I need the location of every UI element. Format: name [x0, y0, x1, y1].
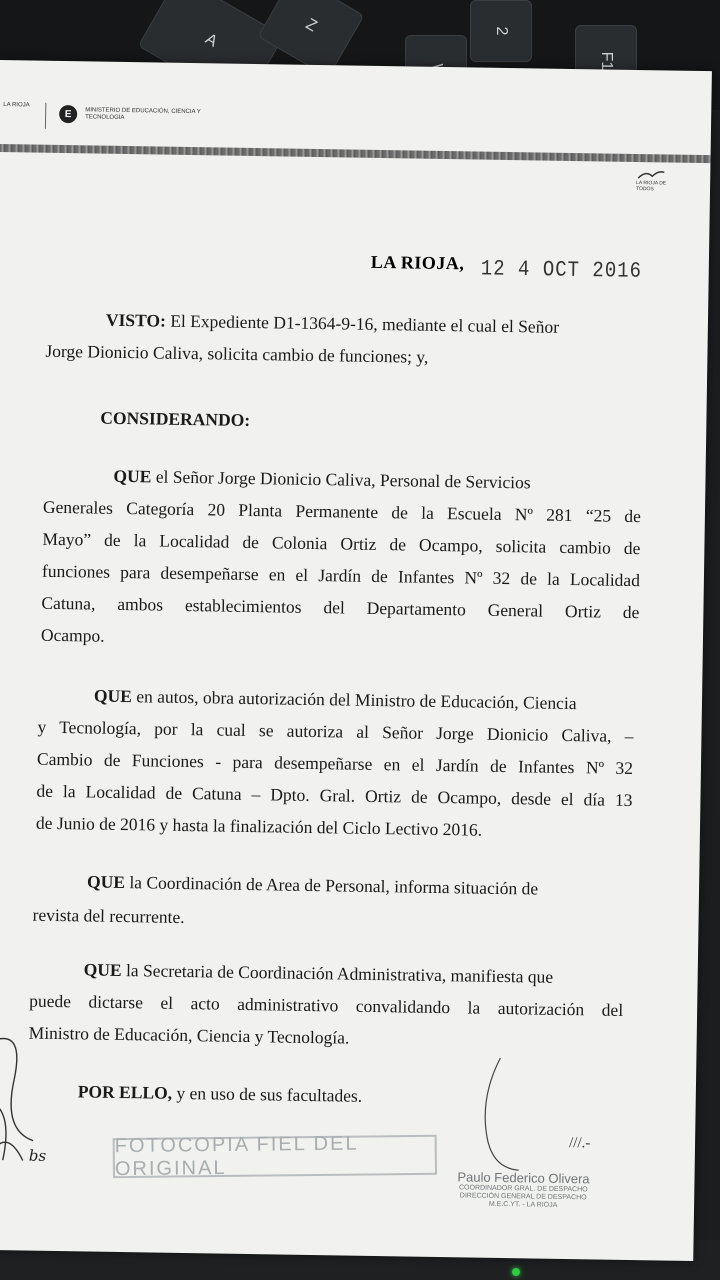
paragraph-3-line-2: revista del recurrente.	[32, 904, 185, 928]
paragraph-2-line-1	[94, 686, 634, 715]
paragraph-text: en autos, obra autorización del Ministro de Educación, Ciencia	[136, 686, 577, 714]
paragraph-1-line-4: funciones para desempeñarse en el Jardín de Infantes Nº 32 de la Localidad	[41, 560, 641, 591]
visto-line-2: Jorge Dionicio Caliva, solicita cambio de funciones; y,	[45, 340, 429, 367]
closing-lead: POR ELLO,	[77, 1081, 173, 1103]
signature-title-line: DIRECCIÓN GENERAL DE DESPACHO	[459, 1192, 587, 1202]
visto-line-1	[106, 310, 656, 340]
ministry-name: MINISTERIO DE EDUCACIÓN, CIENCIA Y TECNOLOGÍA	[85, 107, 201, 121]
continuation-mark: ///.-	[568, 1135, 591, 1152]
signature-title-line: M.E.C.YT. - LA RIOJA	[488, 1200, 558, 1209]
status-led	[512, 1268, 520, 1276]
date-stamp: 12 4 OCT 2016	[480, 255, 643, 284]
margin-signature-scribble	[0, 1020, 45, 1181]
signature-title-line: COORDINADOR GRAL. DE DESPACHO	[458, 1184, 588, 1194]
paragraph-2-line-4: de la Localidad de Catuna – Dpto. Gral. Ortiz de Ocampo, desde el día 13	[36, 780, 633, 811]
paragraph-text: la Secretaria de Coordinación Administrativa, manifiesta que	[125, 960, 554, 987]
bird-icon	[636, 168, 666, 180]
paragraph-2-line-3: Cambio de Funciones - para desempeñarse en el Jardín de Infantes Nº 32	[36, 748, 634, 779]
corner-logo	[636, 168, 672, 193]
visto-heading: VISTO:	[105, 309, 167, 331]
ministry-logo-icon: E	[59, 105, 77, 123]
paragraph-lead: QUE	[86, 871, 126, 893]
letterhead-divider	[45, 103, 46, 129]
paragraph-text: la Coordinación de Area de Personal, informa situación de	[129, 872, 539, 899]
signature-stamp	[438, 1169, 609, 1211]
considerando-heading: CONSIDERANDO:	[100, 407, 251, 430]
paragraph-lead: QUE	[83, 959, 122, 981]
corner-logo-label: LA RIOJA DE TODOS	[636, 180, 667, 193]
paragraph-lead: QUE	[93, 685, 133, 707]
letterhead	[0, 100, 711, 151]
paragraph-1-line-1	[113, 466, 641, 495]
paragraph-1-line-2: Generales Categoría 20 Planta Permanente de la Escuela Nº 281 “25 de	[42, 496, 642, 527]
closing-text: y en uso de sus facultades.	[176, 1082, 363, 1106]
date-place: LA RIOJA,	[370, 251, 465, 274]
paragraph-3-line-1	[87, 871, 627, 900]
initials: bs	[28, 1146, 47, 1165]
signature-name: Paulo Federico Olivera	[457, 1169, 590, 1187]
province-logo: LA RIOJA	[3, 102, 30, 109]
paragraph-text: el Señor Jorge Dionicio Caliva, Personal de Servicios	[155, 466, 531, 493]
paragraph-1-line-6: Ocampo.	[40, 624, 105, 646]
keyboard-key: 2	[470, 0, 532, 62]
signature-scribble	[469, 1058, 531, 1179]
closing-line	[78, 1081, 363, 1106]
document-page	[0, 60, 712, 1261]
paragraph-1-line-3: Mayo” de la Localidad de Colonia Ortiz de Ocampo, solicita cambio de	[42, 528, 641, 559]
visto-text: El Expediente D1-1364-9-16, mediante el cual el Señor	[170, 310, 560, 337]
paragraph-2-line-5: de Junio de 2016 y hasta la finalización del Ciclo Lectivo 2016.	[35, 812, 483, 840]
paragraph-4-line-3: Ministro de Educación, Ciencia y Tecnología.	[28, 1022, 350, 1048]
paragraph-lead: QUE	[113, 465, 152, 487]
paragraph-4-line-1	[84, 959, 624, 988]
paragraph-4-line-2: puede dictarse el acto administrativo convalidando la autorización del	[29, 990, 624, 1020]
paragraph-2-line-2: y Tecnología, por la cual se autoriza al Señor Jorge Dionicio Caliva, –	[37, 716, 634, 747]
copy-stamp: FOTOCOPIA FIEL DEL ORIGINAL	[113, 1135, 437, 1178]
keyboard-key: A	[138, 0, 285, 107]
keyboard-key: F1	[575, 25, 637, 97]
keyboard-key: Z	[257, 0, 364, 78]
paragraph-1-line-5: Catuna, ambos establecimientos del Departamento General Ortiz de	[41, 592, 640, 623]
